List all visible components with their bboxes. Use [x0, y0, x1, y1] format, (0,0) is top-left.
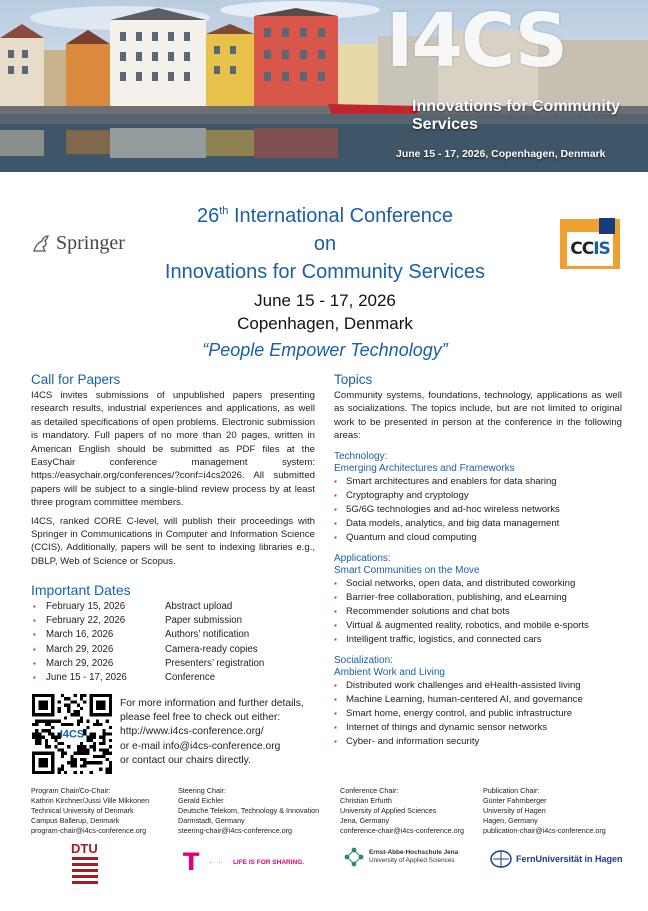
banner-date-place: June 15 - 17, 2026, Copenhagen, Denmark — [396, 148, 606, 160]
important-date-event: Camera-ready copies — [165, 643, 258, 655]
chair-address: Hagen, Germany — [483, 816, 538, 825]
topic-list — [334, 679, 622, 749]
chair-block — [483, 786, 606, 836]
topic-section — [334, 553, 622, 647]
bullet-icon: ▪ — [33, 630, 36, 640]
conference-title — [130, 197, 520, 286]
more-info-block — [120, 697, 330, 768]
bullet-icon: ▪ — [334, 518, 337, 528]
chair-role: Steering Chair: — [178, 786, 226, 795]
chair-block — [31, 786, 149, 836]
telekom-dots: · · — [209, 857, 223, 867]
title-line-3: Innovations for Community Services — [164, 261, 486, 283]
conference-dates: June 15 - 17, 2026 — [254, 291, 396, 310]
telekom-slogan: LIFE IS FOR SHARING. — [232, 858, 305, 866]
topic-item — [334, 707, 622, 721]
call-for-papers-heading: Call for Papers — [31, 372, 121, 387]
bullet-icon: ▪ — [334, 736, 337, 746]
bullet-icon: ▪ — [334, 694, 337, 704]
important-date: March 29, 2026 — [46, 643, 114, 655]
bullet-icon: ▪ — [33, 616, 36, 626]
hero-banner — [0, 0, 648, 172]
more-info-line-2: please feel free to check out either: — [120, 712, 281, 724]
important-date-event: Presenters’ registration — [165, 657, 265, 669]
topic-item — [334, 531, 622, 545]
topic-item — [334, 517, 622, 531]
topic-item — [334, 489, 622, 503]
bullet-icon: ▪ — [33, 602, 36, 611]
topic-list — [334, 577, 622, 647]
banner-subtitle: Innovations for Community Services — [412, 98, 620, 133]
dtu-logo — [70, 840, 100, 886]
email-contact-line[interactable]: or e-mail info@i4cs-conference.org — [120, 740, 281, 752]
chair-email[interactable]: publication-chair@i4cs-conference.org — [483, 826, 606, 835]
bullet-icon: ▪ — [334, 490, 337, 500]
topic-item — [334, 577, 622, 591]
topic-item — [334, 619, 622, 633]
eah-text — [369, 849, 458, 865]
topics-intro: Community systems, foundations, technology, applications as well as socializations. The topics include, but are not limited to original work to be presented in person at the conference in the following areas: — [334, 390, 622, 442]
topic-item — [334, 475, 622, 489]
topic-section-subtitle: Ambient Work and Living — [334, 666, 445, 678]
more-info-line-1: For more information and further details, — [120, 698, 304, 709]
topic-item-text: Machine Learning, human-centered AI, and governance — [346, 693, 583, 705]
eah-network-icon — [343, 847, 365, 867]
bullet-icon: ▪ — [334, 680, 337, 690]
important-date-event: Paper submission — [165, 615, 242, 627]
topic-item-text: Recommender solutions and chat bots — [346, 605, 510, 617]
springer-horse-icon — [30, 233, 52, 255]
topic-item — [334, 693, 622, 707]
topic-section-title: Socialization: — [334, 654, 393, 666]
important-date: February 15, 2026 — [46, 601, 126, 612]
important-date-event: Authors’ notification — [165, 629, 250, 641]
fernuni-globe-icon — [490, 850, 512, 868]
ccis-letters-is: IS — [593, 239, 610, 259]
i4cs-logo: I4CS — [386, 0, 566, 84]
topic-item-text: Intelligent traffic, logistics, and connected cars — [346, 633, 542, 645]
title-line-1 — [130, 197, 520, 230]
bullet-icon: ▪ — [334, 532, 337, 542]
chair-address: Campus Ballerup, Denmark — [31, 816, 120, 825]
important-date: March 16, 2026 — [46, 629, 114, 641]
chair-names: Günter Fahrnberger — [483, 796, 547, 805]
topic-item — [334, 735, 622, 749]
qr-center-label: I4CS — [59, 728, 85, 741]
call-for-papers-paragraph-1: I4CS invites submissions of unpublished papers presenting research results, industrial experiences and applications, as well as detailed specifications of open problems. Electronic submission is mandatory. Full papers of no more than 20 pages, written in American English should be submitted as PDF files at the EasyChair conference management system: https://easychair.org/conferences/?conf=i4cs2026. All submitted papers will be subject to a single-blind review process by at least three program committee members. — [31, 390, 315, 509]
topic-item-text: Social networks, open data, and distributed coworking — [346, 577, 576, 589]
important-date-row — [33, 643, 313, 657]
important-date: June 15 - 17, 2026 — [46, 672, 127, 684]
important-dates-heading: Important Dates — [31, 582, 131, 598]
chair-address: Jena, Germany — [340, 816, 390, 825]
bullet-icon: ▪ — [334, 606, 337, 616]
conference-motto: “People Empower Technology” — [202, 340, 448, 360]
ccis-square-icon — [599, 218, 615, 234]
bullet-icon: ▪ — [334, 708, 337, 718]
topic-item — [334, 503, 622, 517]
bullet-icon: ▪ — [334, 722, 337, 732]
bullet-icon: ▪ — [33, 658, 36, 668]
important-date: February 22, 2026 — [46, 615, 126, 627]
topic-item-text: Cyber- and information security — [346, 735, 480, 747]
eah-line-2: University of Applied Sciences — [369, 857, 455, 864]
bullet-icon: ▪ — [334, 620, 337, 630]
bullet-icon: ▪ — [334, 476, 337, 486]
important-date: March 29, 2026 — [46, 657, 114, 669]
topic-section-title: Technology: — [334, 450, 388, 462]
important-dates-list — [33, 600, 313, 685]
bullet-icon: ▪ — [33, 673, 36, 683]
topic-item-text: Smart architectures and enablers for data sharing — [346, 475, 557, 487]
topic-item — [334, 591, 622, 605]
important-date-row — [33, 614, 313, 628]
topic-item-text: Virtual & augmented reality, robotics, and mobile e-sports — [346, 619, 589, 631]
topic-item-text: Distributed work challenges and eHealth-assisted living — [346, 679, 581, 691]
bullet-icon: ▪ — [334, 592, 337, 602]
topic-item-text: Quantum and cloud computing — [346, 531, 477, 543]
topic-item-text: Cryptography and cryptology — [346, 489, 469, 501]
bullet-icon: ▪ — [334, 578, 337, 588]
chairs-contact-line: or contact our chairs directly. — [120, 754, 251, 766]
topic-section-title: Applications: — [334, 552, 391, 564]
bullet-icon: ▪ — [334, 504, 337, 514]
topic-item — [334, 721, 622, 735]
important-date-event: Abstract upload — [165, 601, 233, 612]
bullet-icon: ▪ — [334, 634, 337, 644]
fernuni-wordmark: FernUniversität in Hagen — [516, 854, 623, 864]
springer-wordmark: Springer — [56, 232, 125, 254]
call-for-papers-paragraph-2: I4CS, ranked CORE C-level, will publish their proceedings with Springer in Communications in Computer and Information Science (CCIS). Additionally, papers will be sent to indexing libraries e.g., DBLP, Web of Science or Scopus. — [31, 515, 315, 567]
chair-address: Darmstadt, Germany — [178, 816, 245, 825]
important-date-row — [33, 628, 313, 642]
topic-item — [334, 605, 622, 619]
chair-role: Program Chair/Co-Chair: — [31, 786, 111, 795]
chair-names: Kathrin Kirchner/Jussi Ville Mikkonen — [31, 796, 150, 805]
ordinal-suffix: th — [219, 205, 229, 217]
conference-place: Copenhagen, Denmark — [237, 314, 413, 333]
topic-section-subtitle: Smart Communities on the Move — [334, 564, 480, 576]
topic-section — [334, 451, 622, 545]
chair-organization: University of Hagen — [483, 806, 546, 815]
topic-item-text: Internet of things and dynamic sensor networks — [346, 721, 548, 733]
ordinal-number: 26 — [196, 205, 220, 227]
important-date-row — [33, 657, 313, 671]
chair-email[interactable]: steering-chair@i4cs-conference.org — [178, 826, 292, 835]
ccis-logo — [560, 219, 620, 269]
springer-logo — [30, 232, 125, 255]
ccis-wordmark — [567, 232, 613, 266]
topic-item-text: Barrier-free collaboration, publishing, and eLearning — [346, 591, 567, 603]
topic-item-text: 5G/6G technologies and ad-hoc wireless networks — [346, 503, 560, 515]
telekom-logo — [183, 850, 304, 874]
topic-sections — [334, 451, 622, 749]
topics-heading: Topics — [334, 372, 373, 387]
eah-jena-logo — [343, 847, 458, 867]
chair-organization: Deutsche Telekom, Technology & Innovation — [178, 806, 320, 815]
chair-names: Gerald Eichler — [178, 796, 224, 805]
topic-list — [334, 475, 622, 545]
chair-email[interactable]: program-chair@i4cs-conference.org — [31, 826, 147, 835]
chair-role: Conference Chair: — [340, 786, 399, 795]
dtu-wordmark: DTU — [71, 841, 98, 856]
dtu-mark-icon — [70, 840, 100, 886]
call-for-papers-section — [31, 372, 315, 568]
topic-item-text: Smart home, energy control, and public infrastructure — [346, 707, 573, 719]
chair-role: Publication Chair: — [483, 786, 540, 795]
ccis-letters-cc: CC — [570, 239, 594, 259]
chair-names: Christian Erfurth — [340, 796, 392, 805]
important-date-row — [33, 671, 313, 685]
conference-website-link[interactable]: http://www.i4cs-conference.org/ — [120, 726, 264, 738]
chair-block — [340, 786, 464, 836]
chair-email[interactable]: conference-chair@i4cs-conference.org — [340, 826, 464, 835]
fernuni-hagen-logo — [490, 850, 623, 868]
topics-section — [334, 372, 622, 749]
topic-item — [334, 679, 622, 693]
title-line-1-rest: International Conference — [228, 205, 454, 227]
chair-organization: Technical University of Denmark — [31, 806, 134, 815]
qr-code[interactable] — [32, 694, 112, 774]
eah-line-1: Ernst-Abbe-Hochschule Jena — [369, 849, 459, 856]
topic-section-subtitle: Emerging Architectures and Frameworks — [334, 462, 515, 474]
important-date-row — [33, 600, 313, 614]
conference-when-where — [180, 289, 470, 335]
title-line-2: on — [313, 233, 337, 255]
topic-item — [334, 633, 622, 647]
topic-item-text: Data models, analytics, and big data management — [346, 517, 560, 529]
bullet-icon: ▪ — [33, 644, 36, 654]
chair-block — [178, 786, 319, 836]
chair-organization: University of Applied Sciences — [340, 806, 437, 815]
telekom-t-icon: T — [183, 848, 200, 876]
important-date-event: Conference — [165, 672, 216, 684]
topic-section — [334, 655, 622, 749]
